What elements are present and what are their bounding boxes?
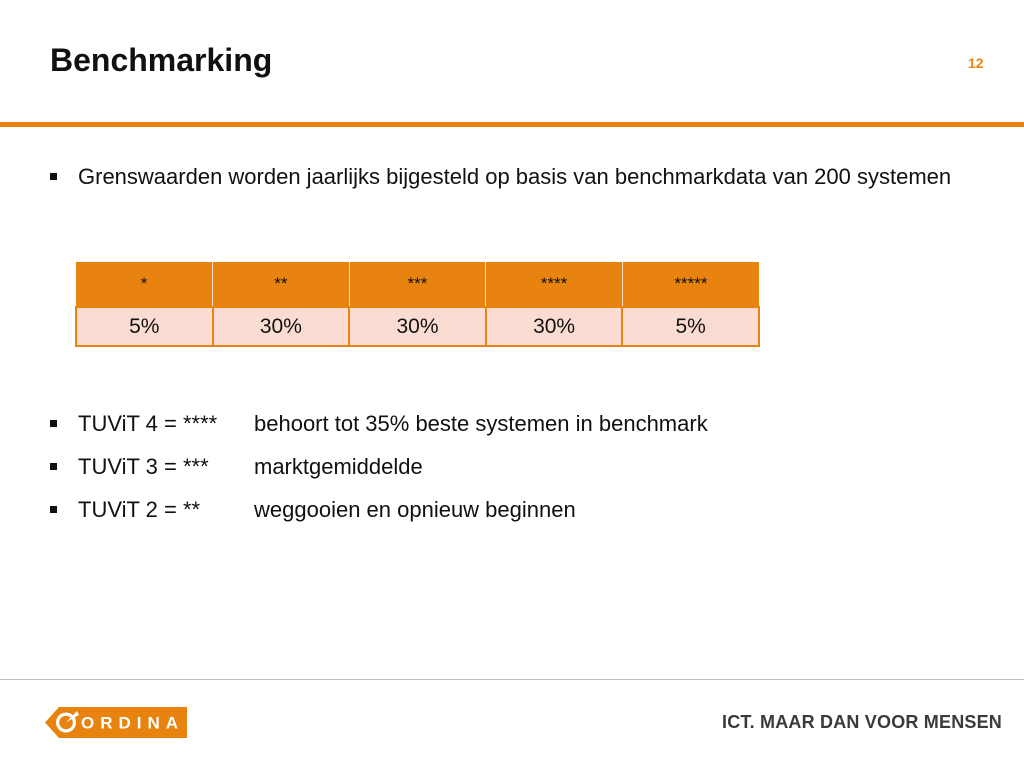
header-divider [0, 122, 1024, 127]
table-row [76, 307, 759, 346]
bullet-square-icon [50, 173, 57, 180]
bullet-square-icon [50, 463, 57, 470]
bullet-intro-text: Grenswaarden worden jaarlijks bijgesteld op basis van benchmarkdata van 200 systemen [78, 164, 952, 189]
bullet-tuvit-2 [50, 496, 576, 524]
bullet-label: TUViT 4 = **** [78, 411, 218, 436]
table-header-cell: * [76, 262, 213, 307]
bullet-square-icon [50, 506, 57, 513]
slide-title: Benchmarking [50, 42, 273, 78]
bullet-text: behoort tot 35% beste systemen in benchmark [254, 411, 708, 436]
table-cell: 30% [486, 307, 623, 346]
bullet-label: TUViT 3 = *** [78, 454, 209, 479]
bullet-tuvit-4 [50, 410, 708, 438]
table-cell: 30% [213, 307, 350, 346]
table-cell: 30% [349, 307, 486, 346]
table-header-cell: ** [213, 262, 350, 307]
ordina-logo-icon [45, 707, 187, 738]
table-header-cell: **** [486, 262, 623, 307]
benchmark-table [75, 262, 760, 347]
bullet-text: weggooien en opnieuw beginnen [254, 497, 576, 522]
table-header-cell: ***** [622, 262, 759, 307]
footer-tagline: ICT. MAAR DAN VOOR MENSEN [722, 712, 1003, 732]
logo-text: ORDINA [81, 713, 185, 733]
table-cell: 5% [76, 307, 213, 346]
bullet-square-icon [50, 420, 57, 427]
table-header-row [76, 262, 759, 307]
bullet-tuvit-3 [50, 453, 423, 481]
table-header-cell: *** [349, 262, 486, 307]
table-cell: 5% [622, 307, 759, 346]
bullet-intro [50, 163, 980, 191]
bullet-text: marktgemiddelde [254, 454, 423, 479]
bullet-label: TUViT 2 = ** [78, 497, 201, 522]
footer-divider [0, 679, 1024, 680]
page-number: 12 [968, 55, 984, 71]
